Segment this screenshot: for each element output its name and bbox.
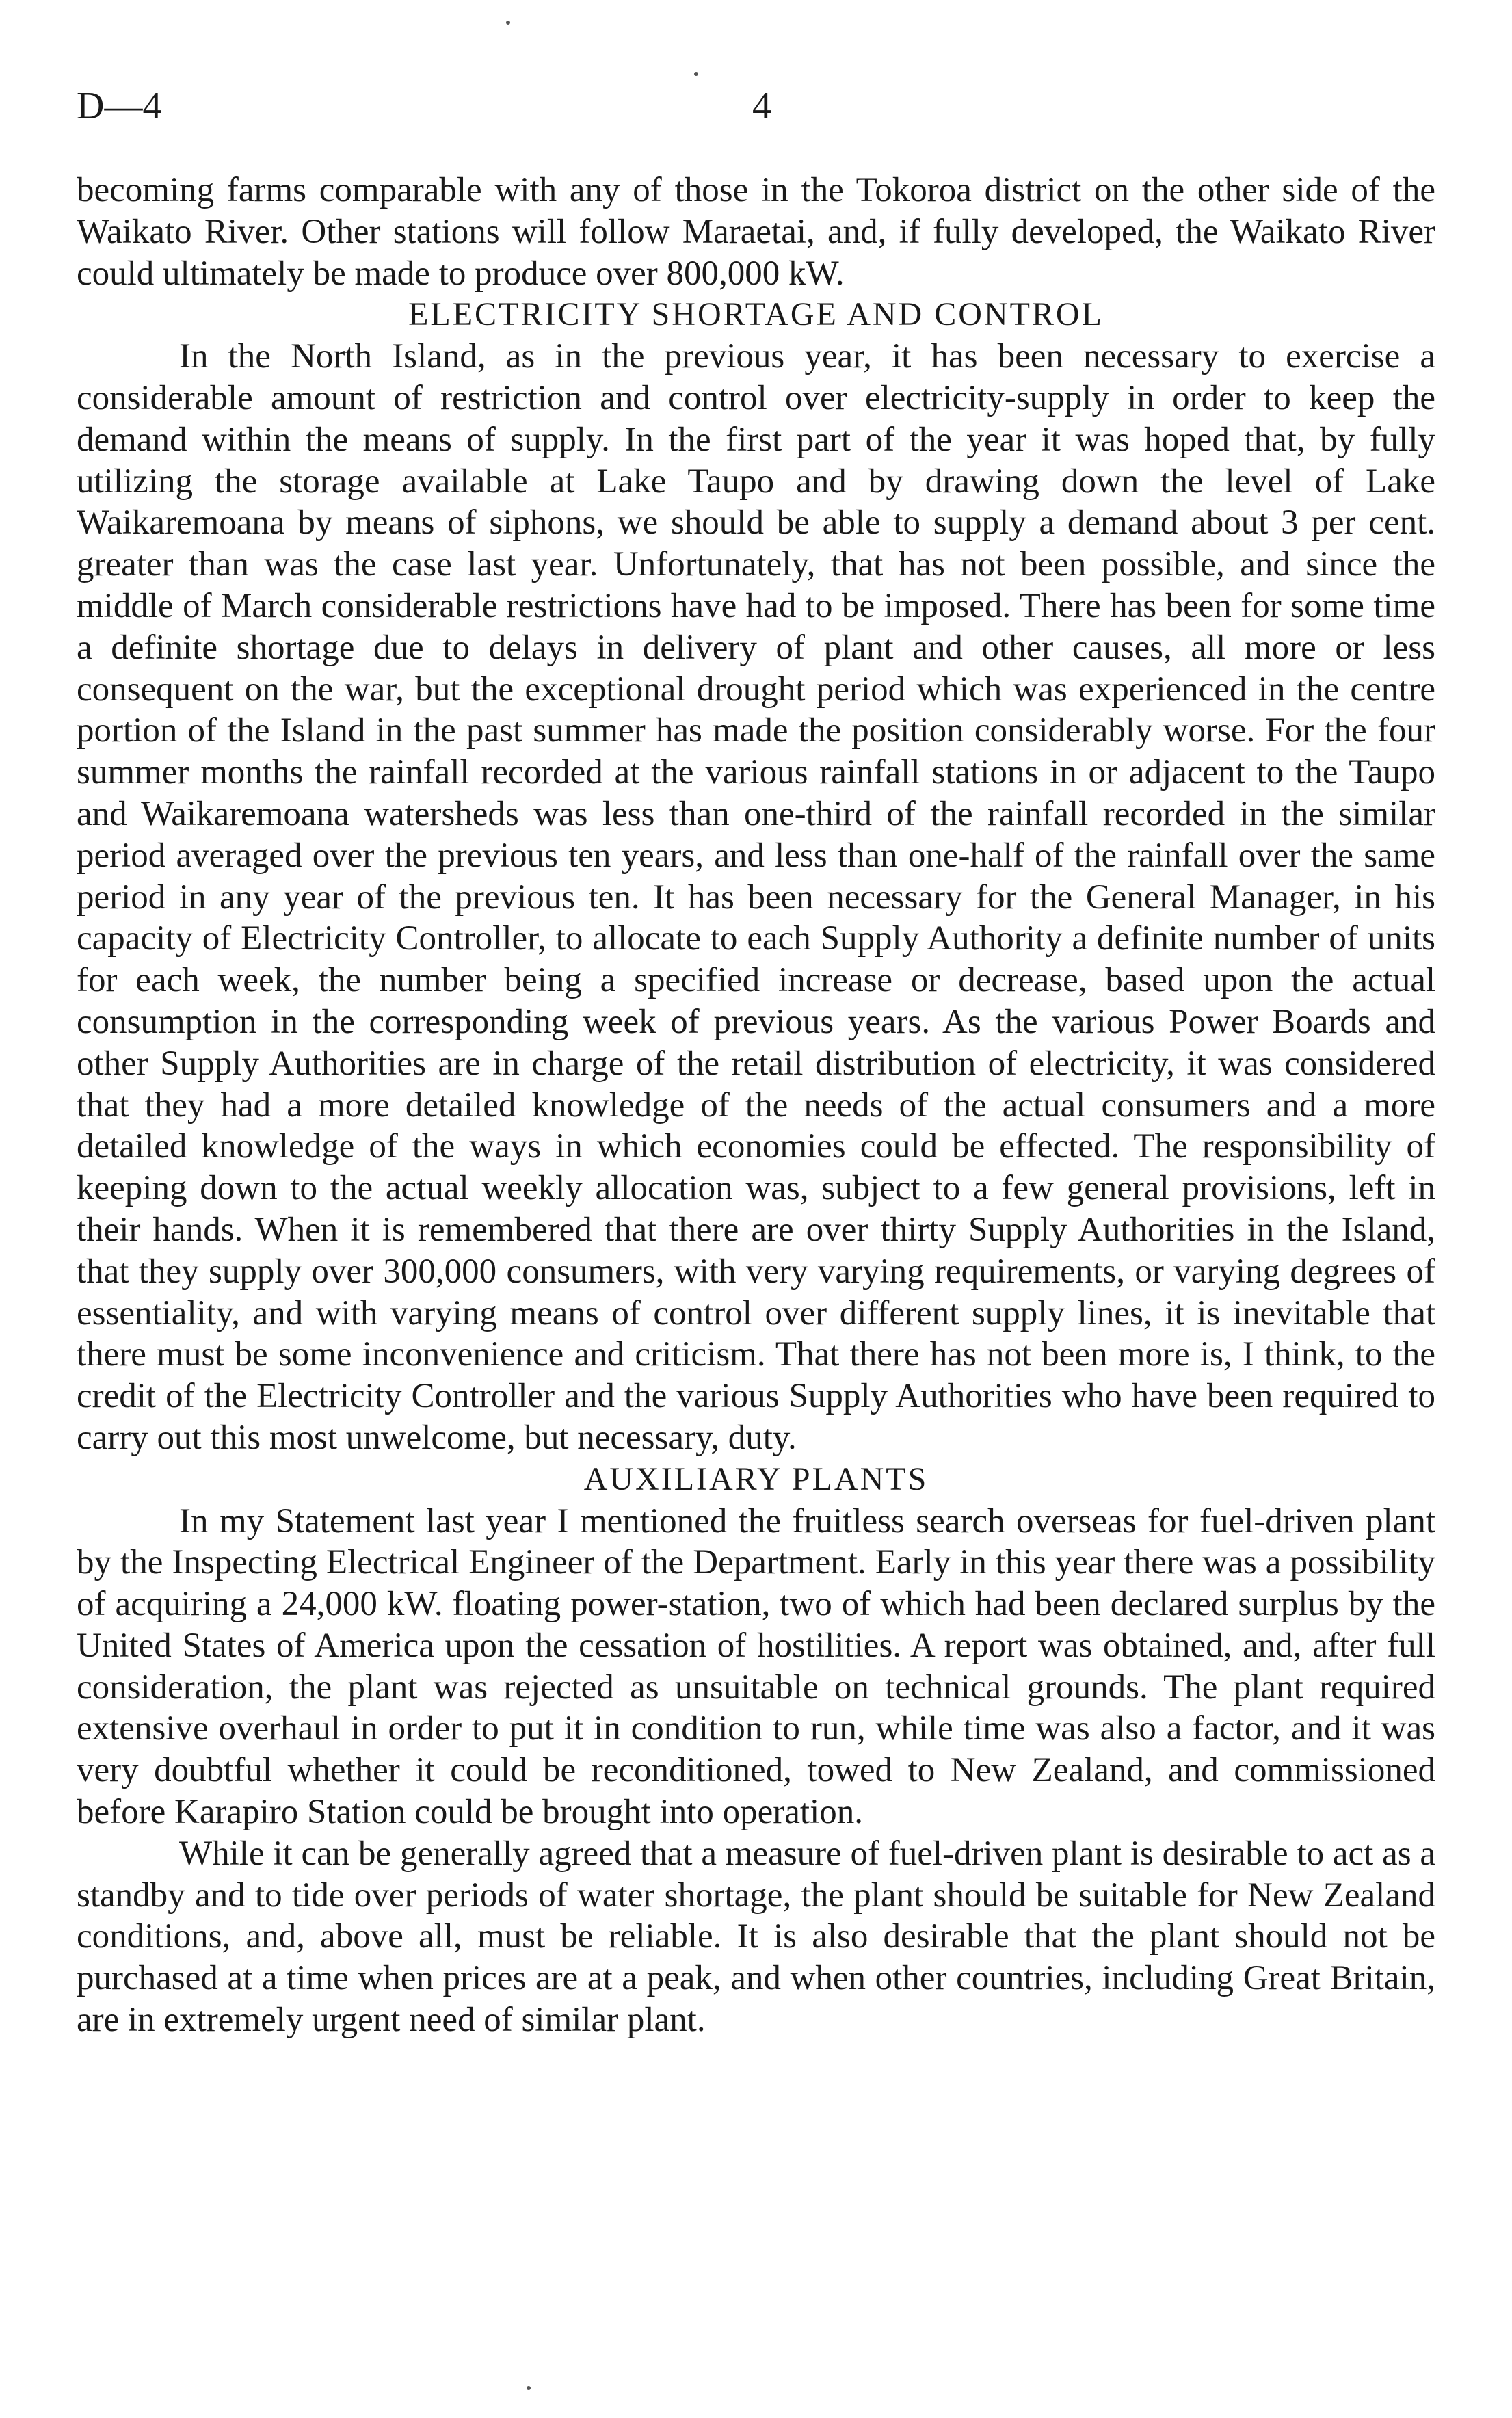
section-heading-electricity-shortage: ELECTRICITY SHORTAGE AND CONTROL [408, 296, 1104, 333]
paragraph-auxiliary-plants-2: While it can be generally agreed that a measure of fuel-driven plant is desirable to act as a standby and to tide over periods of water shortage, the plant should be suitable for New Zealand conditions, and, above all, must be reliable. It is also desirable that the plant should not be purchased at a time when prices are at a peak, and when other countries, including Great Britain, are in extremely urgent need of similar plant. [77, 1834, 1435, 2040]
section-heading-auxiliary-plants: AUXILIARY PLANTS [583, 1460, 929, 1497]
paragraph-auxiliary-plants-1: In my Statement last year I mentioned the fruitless search overseas for fuel-driven plant by the Inspecting Electrical Engineer of the Department. Early in this year there was a possibility of acquiring a 24,000 kW. floating power-station, two of which had been declared surplus by the United States of America upon the cessation of hostilities. A report was obtained, and, after full consideration, the plant was rejected as unsuitable on technical grounds. The plant required extensive overhaul in order to put it in condition to run, while time was also a factor, and it was very doubtful whether it could be reconditioned, towed to New Zealand, and commissioned before Karapiro Station could be brought into operation. [77, 1501, 1435, 1832]
scan-speck [527, 2386, 531, 2390]
document-reference: D—4 [77, 85, 162, 127]
scan-speck [506, 21, 510, 25]
continuation-paragraph: becoming farms comparable with any of those in the Tokoroa district on the other side of the Waikato River. Other stations will follow Maraetai, and, if fully developed, the Waikato River could ultimately be made to produce over 800,000 kW. [77, 171, 1435, 293]
paragraph-electricity-shortage: In the North Island, as in the previous year, it has been necessary to exercise a considerable amount of restriction and control over electricity-supply in order to keep the demand within the means of supply. In the first part of the year it was hoped that, by fully utilizing the storage available at Lake Taupo and by drawing down the level of Lake Waikaremoana by means of siphons, we should be able to supply a demand about 3 per cent. greater than was the case last year. Unfortunately, that has not been possible, and since the middle of March considerable restrictions have had to be imposed. There has been for some time a definite shortage due to delays in delivery of plant and other causes, all more or less consequent on the war, but the exceptional drought period which was experienced in the centre portion of the Island in the past summer has made the position considerably worse. For the four summer months the rainfall recorded at the various rainfall stations in or adjacent to the Taupo and Waikaremoana watersheds was less than one-third of the rainfall recorded in the similar period averaged over the previous ten years, and less than one-half of the rainfall over the same period in any year of the previous ten. It has been necessary for the General Manager, in his capacity of Electricity Controller, to allocate to each Supply Authority a definite number of units for each week, the number being a specified increase or decrease, based upon the actual consumption in the corresponding week of previous years. As the various Power Boards and other Supply Authorities are in charge of the retail distribution of electricity, it was considered that they had a more detailed knowledge of the needs of the actual consumers and a more detailed knowledge of the ways in which economies could be effected. The responsibility of keeping down to the actual weekly allocation was, subject to a few general provisions, left in their hands. When it is remembered that there are over thirty Supply Authorities in the Island, that they supply over 300,000 consumers, with very varying requirements, or varying degrees of essentiality, and with varying means of control over different supply lines, it is inevitable that there must be some inconvenience and criticism. That there has not been more is, I think, to the credit of the Electricity Controller and the various Supply Authorities who have been required to carry out this most unwelcome, but necessary, duty. [77, 337, 1435, 1457]
scan-speck [694, 72, 698, 76]
page-body [77, 170, 1435, 2041]
page-number: 4 [752, 85, 771, 127]
page-header [77, 82, 1435, 130]
document-page [77, 0, 1435, 2418]
